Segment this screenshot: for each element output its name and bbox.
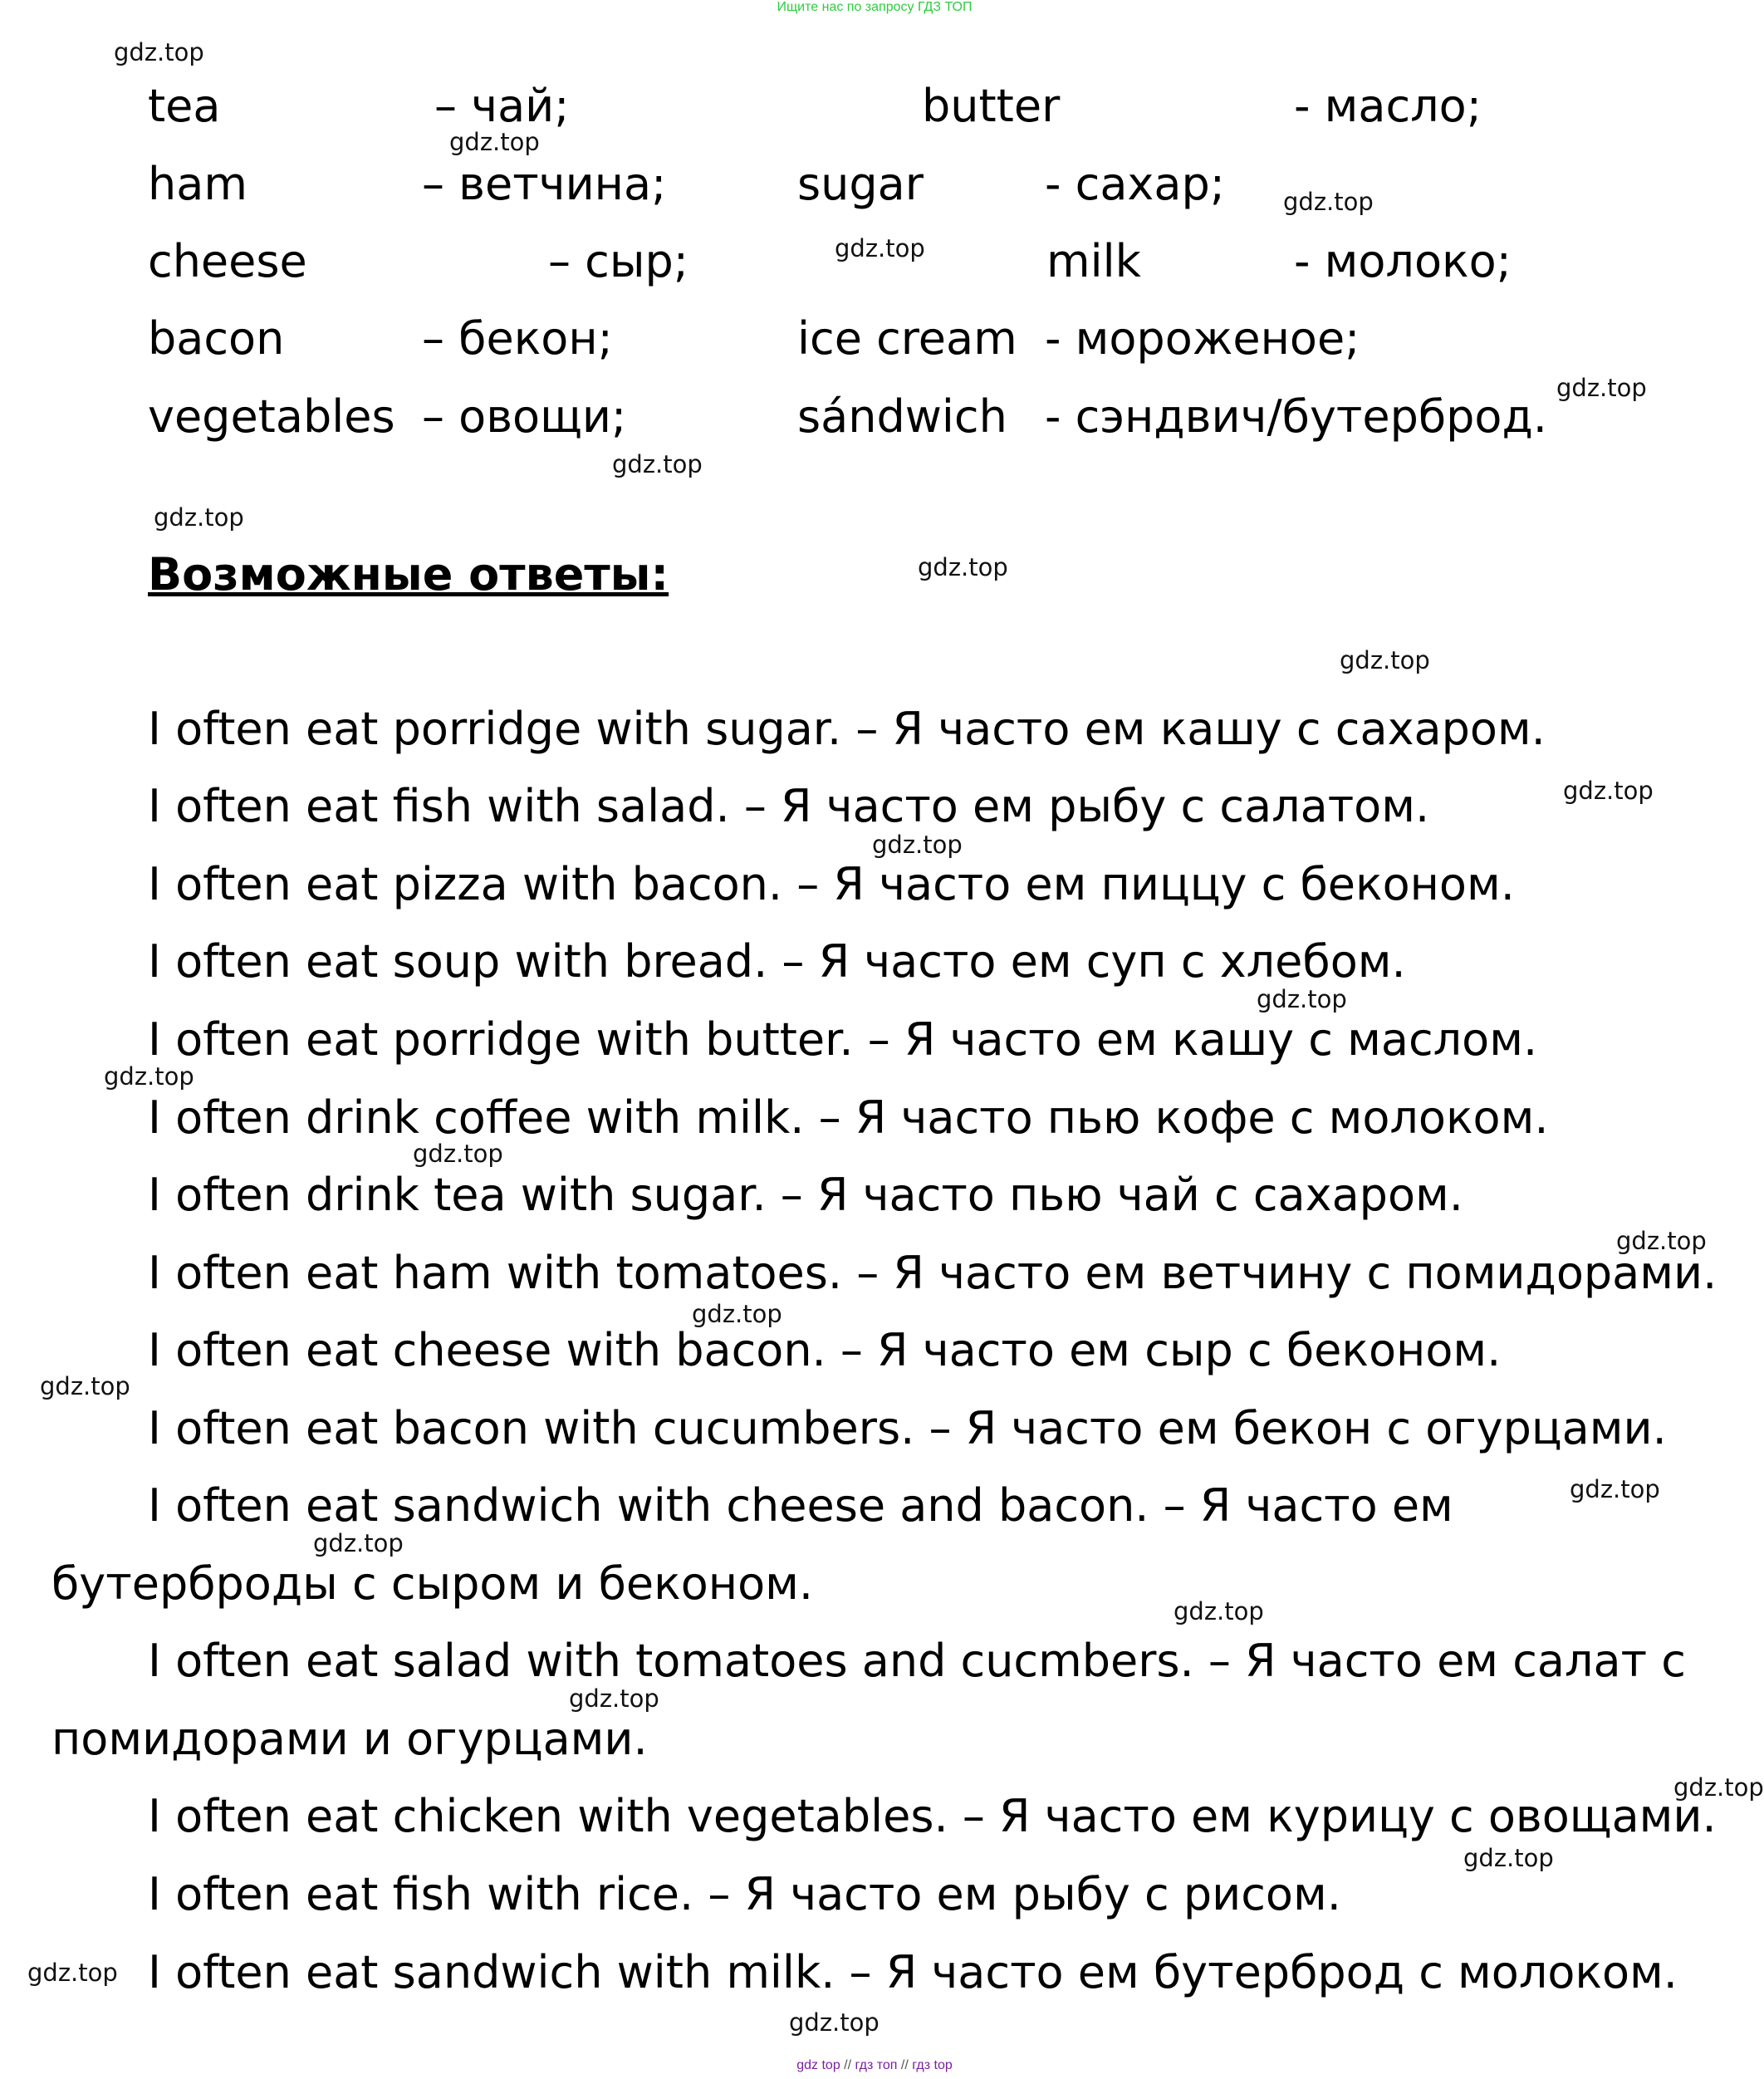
watermark: gdz.top: [1673, 1773, 1764, 1802]
vocab-en-milk: milk: [1046, 235, 1141, 287]
sentence-2: I often eat fish with salad. – Я часто ем рыбу с салатом.: [148, 780, 1430, 832]
watermark: gdz.top: [1463, 1844, 1554, 1872]
vocab-en-sugar: sugar: [797, 158, 924, 210]
watermark: gdz.top: [154, 503, 244, 532]
vocab-en-vegetables: vegetables: [148, 390, 395, 443]
vocab-ru-milk: - молоко;: [1294, 235, 1512, 287]
watermark: gdz.top: [413, 1140, 503, 1168]
watermark: gdz.top: [40, 1372, 130, 1400]
vocab-ru-bacon: – бекон;: [422, 312, 613, 365]
sentence-11: I often eat sandwich with cheese and bacon. – Я часто ем: [148, 1479, 1453, 1532]
watermark: gdz.top: [1563, 777, 1654, 805]
watermark: gdz.top: [27, 1959, 118, 1987]
watermark: gdz.top: [1340, 646, 1430, 674]
sentence-15: I often eat sandwich with milk. – Я часто ем бутерброд с молоком.: [148, 1946, 1678, 1998]
vocab-ru-vegetables: – овощи;: [422, 390, 627, 443]
watermark: gdz.top: [1174, 1597, 1264, 1625]
vocab-en-tea: tea: [148, 80, 221, 132]
watermark: gdz.top: [1283, 188, 1374, 216]
vocab-en-cheese: cheese: [148, 235, 307, 287]
footer-separator: //: [844, 2058, 852, 2072]
vocab-ru-ham: – ветчина;: [422, 158, 667, 210]
vocab-ru-butter: - масло;: [1294, 80, 1482, 132]
sentence-13: I often eat chicken with vegetables. – Я часто ем курицу с овощами.: [148, 1790, 1717, 1842]
sentence-12-cont: помидорами и огурцами.: [51, 1713, 648, 1765]
vocab-en-ham: ham: [148, 158, 247, 210]
sentence-8: I often eat ham with tomatoes. – Я часто ем ветчину с помидорами.: [148, 1247, 1717, 1299]
sentence-3: I often eat pizza with bacon. – Я часто ем пиццу с беконом.: [148, 858, 1515, 910]
sentence-12: I often eat salad with tomatoes and cucmbers. – Я часто ем салат с: [148, 1635, 1686, 1687]
vocab-en-butter: butter: [922, 80, 1061, 132]
top-banner[interactable]: Ищите нас по запросу ГДЗ ТОП: [777, 0, 973, 14]
vocab-ru-tea: – чай;: [434, 80, 570, 132]
vocab-ru-cheese: – сыр;: [548, 235, 688, 287]
watermark: gdz.top: [313, 1529, 404, 1557]
watermark: gdz.top: [789, 2008, 880, 2037]
watermark: gdz.top: [1556, 374, 1647, 402]
watermark: gdz.top: [1570, 1475, 1660, 1503]
sentence-1: I often eat porridge with sugar. – Я часто ем кашу с сахаром.: [148, 703, 1546, 755]
watermark: gdz.top: [114, 38, 204, 66]
watermark: gdz.top: [872, 831, 963, 859]
watermark: gdz.top: [918, 553, 1008, 581]
vocab-en-ice-cream: ice cream: [797, 312, 1017, 365]
vocab-en-bacon: bacon: [148, 312, 285, 365]
answers-heading: Возможные ответы:: [148, 548, 669, 601]
watermark: gdz.top: [1257, 985, 1347, 1013]
footer-links: [0, 2058, 1749, 2073]
sentence-11-cont: бутерброды с сыром и беконом.: [51, 1557, 814, 1610]
vocab-en-sandwich: sándwich: [797, 390, 1007, 443]
watermark: gdz.top: [449, 128, 540, 156]
watermark: gdz.top: [569, 1684, 659, 1713]
footer-separator: //: [900, 2058, 909, 2072]
footer-link-gdz-top-mixed[interactable]: гдз top: [912, 2058, 953, 2072]
sentence-7: I often drink tea with sugar. – Я часто пью чай с сахаром.: [148, 1169, 1463, 1221]
sentence-10: I often eat bacon with cucumbers. – Я часто ем бекон с огурцами.: [148, 1402, 1667, 1454]
watermark: gdz.top: [835, 234, 925, 262]
sentence-14: I often eat fish with rice. – Я часто ем рыбу с рисом.: [148, 1868, 1341, 1920]
sentence-6: I often drink coffee with milk. – Я часто пью кофе с молоком.: [148, 1091, 1549, 1144]
sentence-4: I often eat soup with bread. – Я часто ем суп с хлебом.: [148, 935, 1406, 988]
footer-link-gdz-top[interactable]: gdz top: [796, 2058, 840, 2072]
vocab-ru-ice-cream: - мороженое;: [1045, 312, 1360, 365]
sentence-9: I often eat cheese with bacon. – Я часто ем сыр с беконом.: [148, 1324, 1502, 1376]
watermark: gdz.top: [1616, 1227, 1707, 1255]
footer-link-gdz-top-ru[interactable]: гдз топ: [855, 2058, 898, 2072]
sentence-5: I often eat porridge with butter. – Я часто ем кашу с маслом.: [148, 1013, 1538, 1066]
watermark: gdz.top: [692, 1300, 782, 1328]
watermark: gdz.top: [104, 1062, 194, 1091]
vocab-ru-sandwich: - сэндвич/бутерброд.: [1045, 390, 1547, 443]
watermark: gdz.top: [612, 450, 703, 478]
vocab-ru-sugar: - сахар;: [1045, 158, 1225, 210]
